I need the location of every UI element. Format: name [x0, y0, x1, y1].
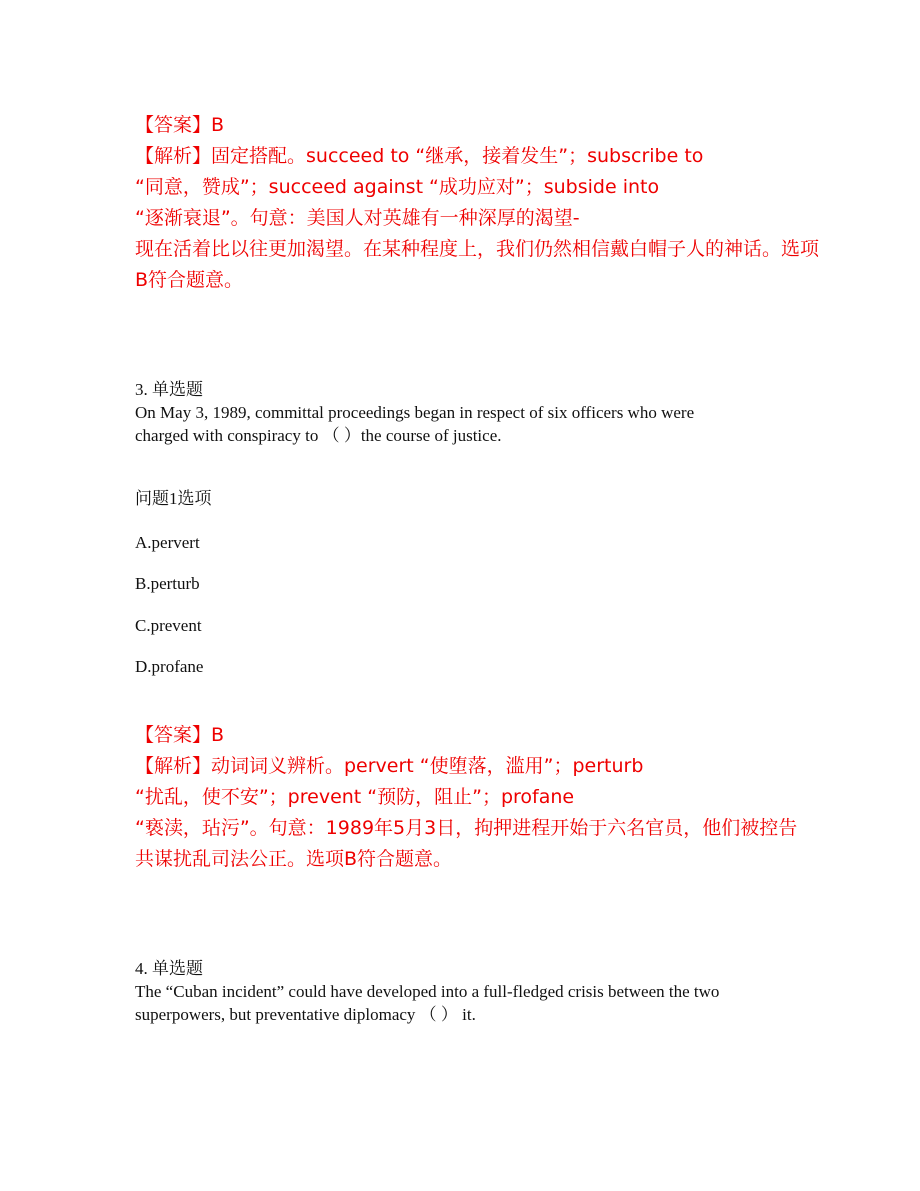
question-stem-line: The “Cuban incident” could have developed into a full-fledged crisis between the two	[135, 982, 720, 1001]
analysis-line: “扰乱，使不安”；prevent “预防，阻止”；profane	[135, 786, 575, 808]
analysis-line: B符合题意。	[135, 269, 244, 291]
analysis-line: 共谋扰乱司法公正。选项B符合题意。	[135, 848, 453, 870]
option-a: A.pervert	[135, 533, 200, 552]
answer-line: 【答案】B	[135, 724, 225, 746]
analysis-line: 【解析】固定搭配。succeed to “继承，接着发生”；subscribe to	[135, 145, 704, 167]
question-stem-line: superpowers, but preventative diplomacy （ ） it.	[135, 1005, 476, 1024]
analysis-line: 现在活着比以往更加渴望。在某种程度上，我们仍然相信戴白帽子人的神话。选项	[135, 238, 820, 260]
question-number-type: 3. 单选题	[135, 380, 203, 399]
question-stem-line: charged with conspiracy to （ ）the course of justice.	[135, 426, 502, 445]
options-title: 问题1选项	[135, 489, 212, 508]
answer-line: 【答案】B	[135, 114, 225, 136]
analysis-line: 【解析】动词词义辨析。pervert “使堕落，滥用”；perturb	[135, 755, 644, 777]
option-d: D.profane	[135, 657, 204, 676]
analysis-line: “逐渐衰退”。句意：美国人对英雄有一种深厚的渴望-	[135, 207, 580, 229]
analysis-line: “同意，赞成”；succeed against “成功应对”；subside into	[135, 176, 660, 198]
question-stem-line: On May 3, 1989, committal proceedings began in respect of six officers who were	[135, 403, 695, 422]
option-b: B.perturb	[135, 574, 200, 593]
question-number-type: 4. 单选题	[135, 959, 203, 978]
analysis-line: “亵渎，玷污”。句意：1989年5月3日，拘押进程开始于六名官员，他们被控告	[135, 817, 798, 839]
option-c: C.prevent	[135, 616, 202, 635]
